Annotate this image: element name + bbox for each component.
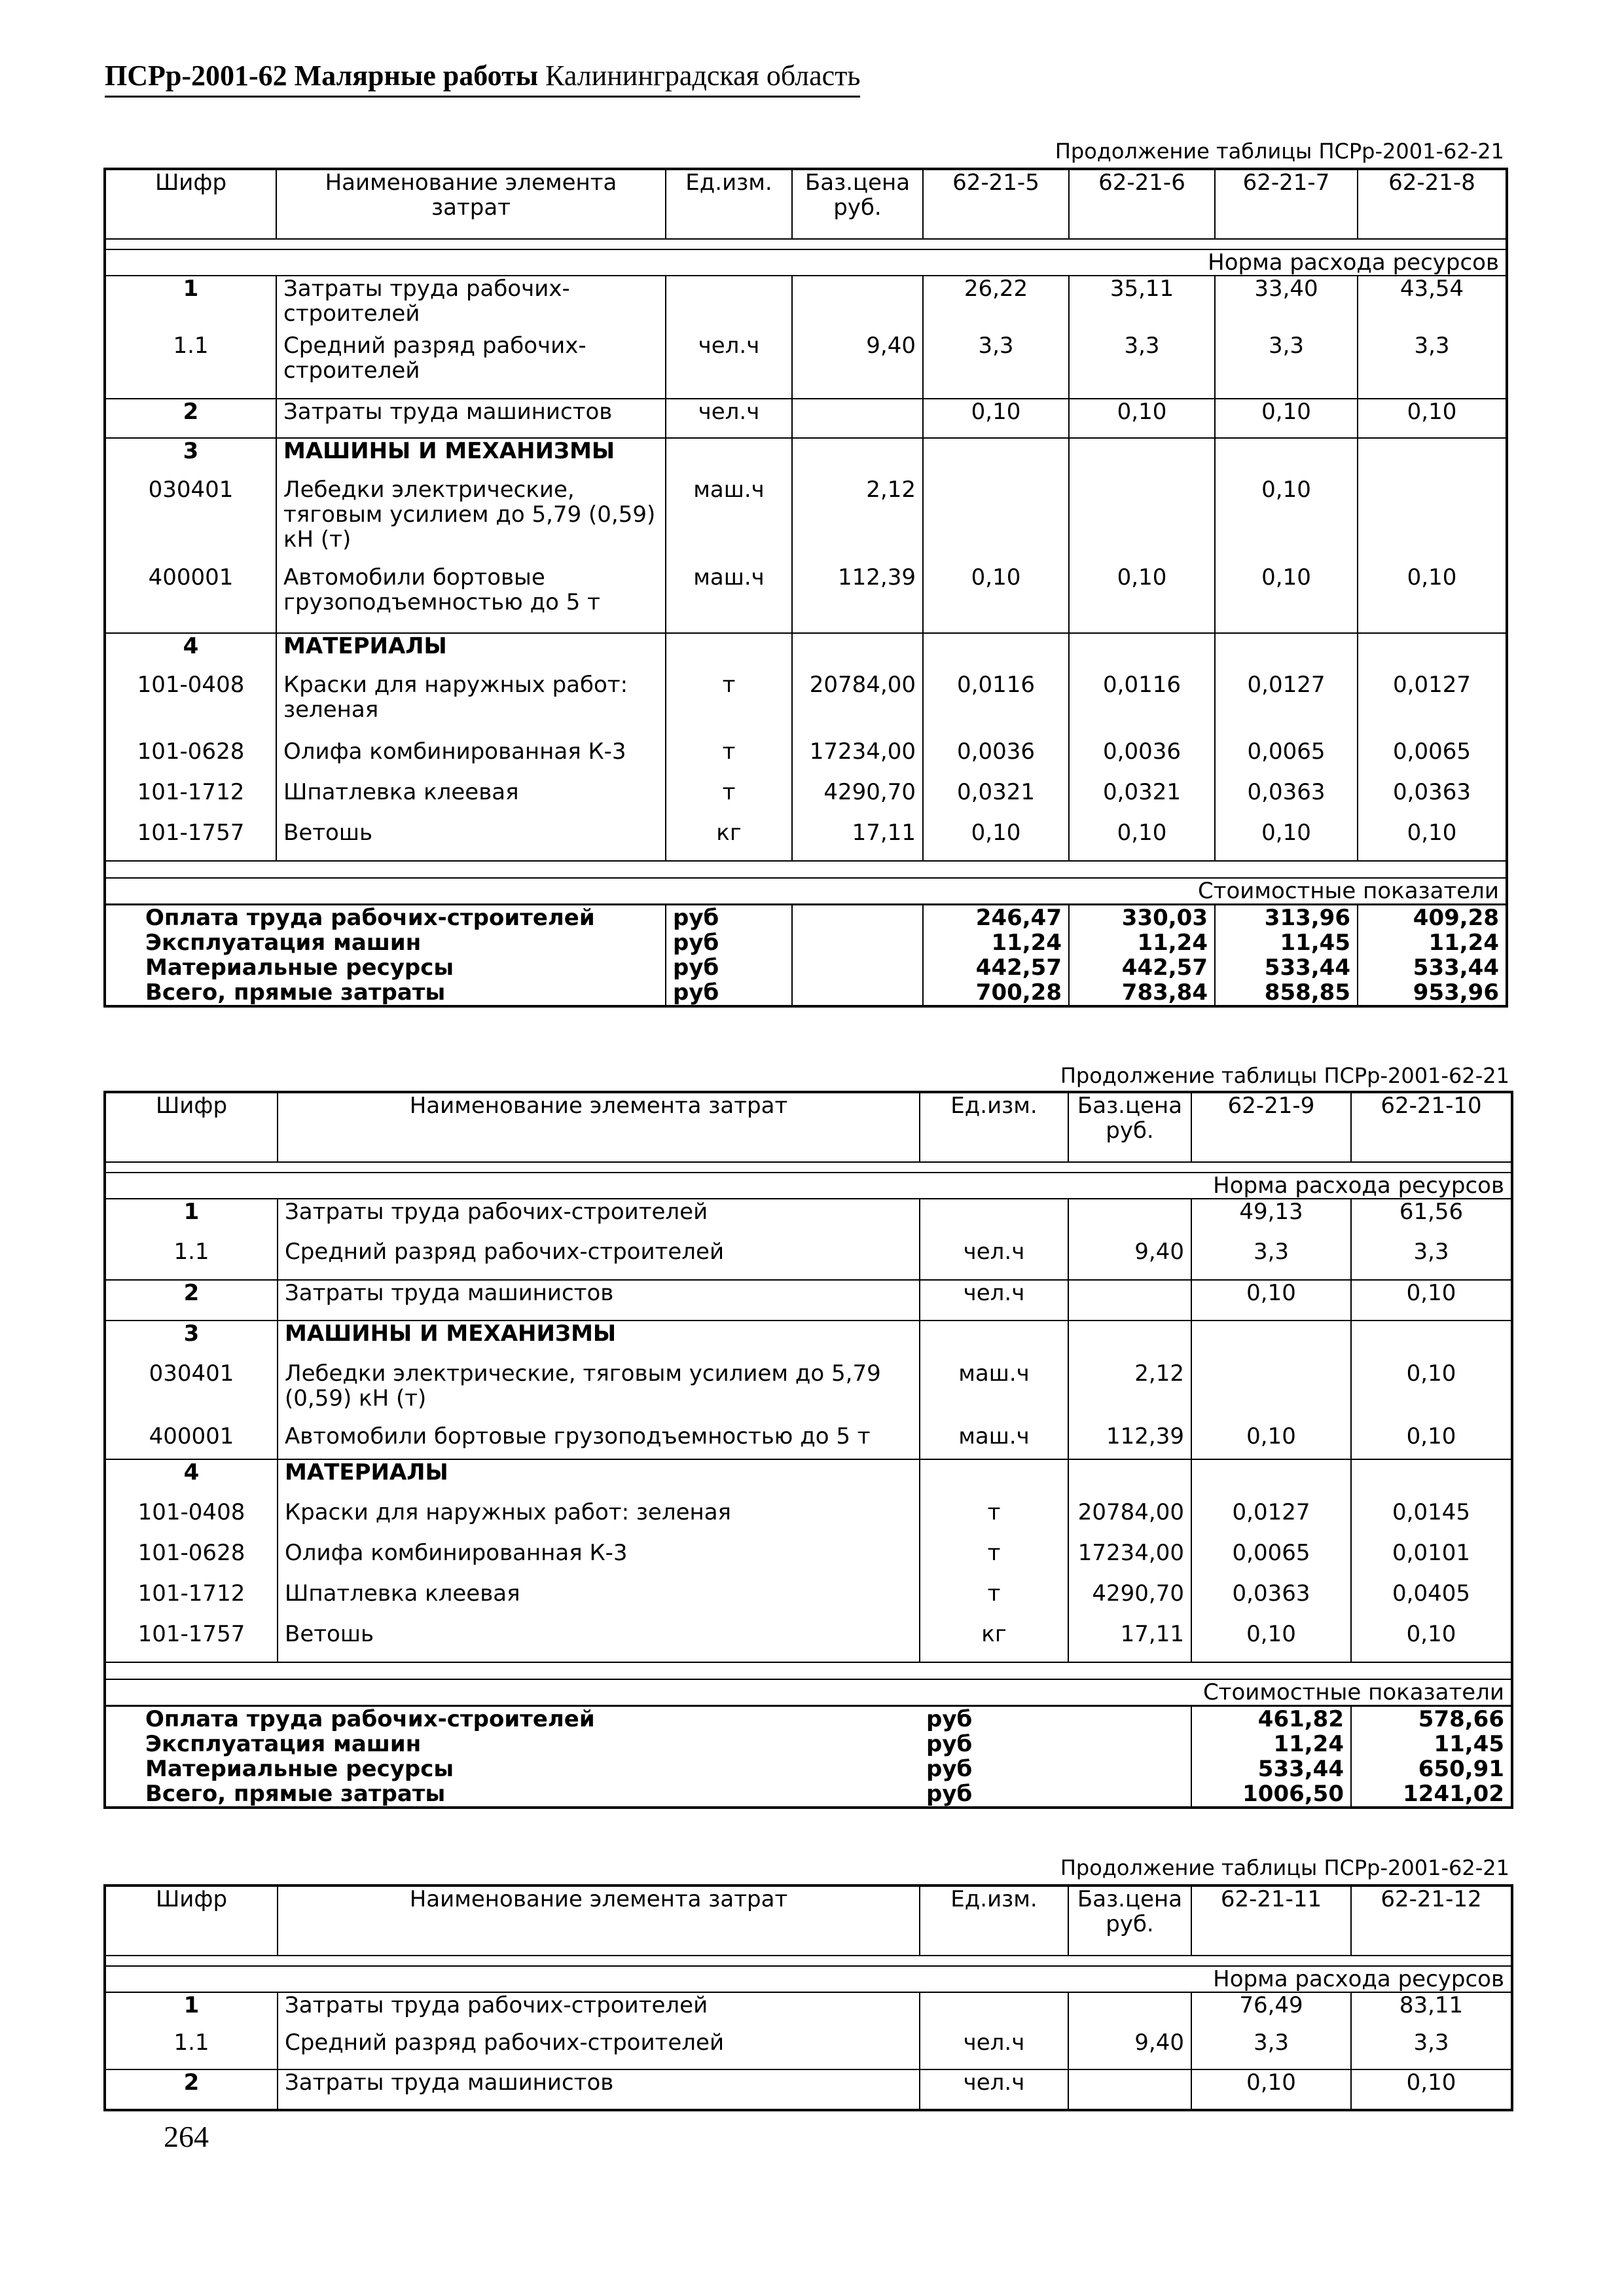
- sum-row: [105, 1781, 1512, 1808]
- row-name: Затраты труда рабочих-строителей: [276, 276, 666, 333]
- row-name: МАТЕРИАЛЫ: [276, 633, 666, 672]
- sum-row: [105, 930, 1507, 955]
- page-header: [105, 59, 860, 98]
- row-name: Затраты труда машинистов: [276, 399, 666, 438]
- row-price: [1068, 1199, 1191, 1239]
- row-unit: [920, 1992, 1068, 2030]
- row-code: 101-1712: [137, 779, 245, 805]
- row-value: 0,10: [923, 565, 1069, 633]
- row-unit: т: [920, 1581, 1068, 1622]
- row-code: 400001: [105, 565, 276, 633]
- row-value: 0,0321: [923, 780, 1069, 820]
- row-value: 3,3: [1191, 2030, 1351, 2069]
- col-header-62-21-6: 62-21-6: [1069, 169, 1215, 239]
- row-value: 3,3: [1215, 333, 1358, 399]
- row-unit: [666, 276, 792, 333]
- row-value: 0,10: [1351, 1280, 1512, 1321]
- row-value: 0,0036: [1069, 739, 1215, 780]
- row-value: [1069, 477, 1215, 565]
- sum-value: 461,82: [1191, 1706, 1351, 1732]
- row-price: 17,11: [792, 820, 923, 861]
- row-unit: маш.ч: [920, 1424, 1068, 1459]
- row-value: 0,10: [1069, 565, 1215, 633]
- sum-row: [105, 905, 1507, 931]
- row-value: 0,0127: [1358, 672, 1507, 739]
- col-header-62-21-10: 62-21-10: [1351, 1092, 1512, 1162]
- continuation-caption-3: Продолжение таблицы ПСРр-2001-62-21: [1060, 1855, 1509, 1880]
- row-value: 0,10: [1191, 1280, 1351, 1321]
- row-code: 2: [105, 399, 276, 438]
- sum-value: 700,28: [923, 980, 1069, 1006]
- sum-unit: руб: [926, 1781, 973, 1807]
- row-unit: чел.ч: [666, 399, 792, 438]
- row-price: [1068, 1992, 1191, 2030]
- row-value: 0,0065: [1358, 739, 1507, 780]
- col-header-name: Наименование элемента затрат: [276, 169, 666, 239]
- section-norma: [105, 1966, 1512, 1992]
- col-header-code: Шифр: [105, 1092, 278, 1162]
- sum-value: 246,47: [923, 905, 1069, 931]
- row-value: 0,10: [923, 399, 1069, 438]
- sum-value: 858,85: [1215, 980, 1358, 1006]
- col-header-unit: Ед.изм.: [920, 1886, 1068, 1956]
- row-code: 3: [183, 1321, 200, 1347]
- row-code: 3: [183, 438, 199, 464]
- row-name: Краски для наружных работ: зеленая: [276, 672, 666, 739]
- sum-value: 1241,02: [1351, 1781, 1512, 1808]
- col-header-price: Баз.цена руб.: [1068, 1886, 1191, 1956]
- row-name: Краски для наружных работ: зеленая: [278, 1500, 920, 1540]
- row-value: 0,0101: [1351, 1540, 1512, 1581]
- row-value: 0,0321: [1069, 780, 1215, 820]
- continuation-caption-1: Продолжение таблицы ПСРр-2001-62-21: [1055, 139, 1504, 164]
- row-value: 3,3: [923, 333, 1069, 399]
- resource-table-3: [103, 1884, 1513, 2111]
- row-name: Затраты труда рабочих-строителей: [278, 1992, 920, 2030]
- section-cost: [105, 1679, 1512, 1706]
- sum-value: 442,57: [923, 955, 1069, 980]
- row-name: Олифа комбинированная К-3: [276, 739, 666, 780]
- table-header-row: [105, 1092, 1512, 1162]
- norma-label: Норма расхода ресурсов: [105, 1173, 1512, 1199]
- row-unit: т: [920, 1540, 1068, 1581]
- row-value: 0,10: [1358, 565, 1507, 633]
- table-row: [105, 1280, 1512, 1321]
- header-region: Калининградская область: [545, 60, 861, 92]
- col-header-unit: Ед.изм.: [920, 1092, 1068, 1162]
- row-value: 0,10: [1215, 820, 1358, 861]
- row-name: МАШИНЫ И МЕХАНИЗМЫ: [276, 438, 666, 477]
- table-row: [105, 399, 1507, 438]
- sum-value: 533,44: [1358, 955, 1507, 980]
- row-value: 0,10: [1358, 399, 1507, 438]
- table-row: [105, 739, 1507, 780]
- row-value: 0,10: [1215, 477, 1358, 565]
- row-code: 101-0628: [137, 738, 245, 765]
- row-code: 1: [183, 1199, 200, 1225]
- row-code: 030401: [148, 477, 234, 503]
- row-value: 0,10: [1358, 820, 1507, 861]
- table-row: [105, 1500, 1512, 1540]
- cost-label: Стоимостные показатели: [105, 1679, 1512, 1706]
- row-name: Затраты труда машинистов: [278, 1280, 920, 1321]
- row-value: 49,13: [1191, 1199, 1351, 1239]
- row-value: 0,10: [1191, 1622, 1351, 1662]
- row-unit: кг: [666, 820, 792, 861]
- sum-label: Всего, прямые затраты: [145, 979, 446, 1006]
- table-row: [105, 2030, 1512, 2069]
- norma-label: Норма расхода ресурсов: [105, 1966, 1512, 1992]
- row-code: 1.1: [173, 1239, 209, 1265]
- sum-label: Эксплуатация машин: [145, 1731, 422, 1757]
- row-code: 4: [183, 633, 199, 659]
- row-name: Средний разряд рабочих-строителей: [278, 1239, 920, 1280]
- sum-row: [105, 980, 1507, 1006]
- sum-value: 11,24: [923, 930, 1069, 955]
- sum-value: 650,91: [1351, 1757, 1512, 1781]
- table-row: [105, 1622, 1512, 1662]
- row-value: 0,0116: [923, 672, 1069, 739]
- row-value: 35,11: [1069, 276, 1215, 333]
- col-header-unit: Ед.изм.: [666, 169, 792, 239]
- table-row: [105, 1581, 1512, 1622]
- row-code: 2: [105, 1280, 278, 1321]
- table-row: [105, 633, 1507, 672]
- col-header-code: Шифр: [105, 169, 276, 239]
- row-unit: т: [666, 780, 792, 820]
- sum-value: 533,44: [1215, 955, 1358, 980]
- row-unit: [920, 1199, 1068, 1239]
- row-name: МАШИНЫ И МЕХАНИЗМЫ: [278, 1321, 920, 1361]
- table-row: [105, 1424, 1512, 1459]
- resource-table-2: [103, 1091, 1513, 1809]
- col-header-62-21-5: 62-21-5: [923, 169, 1069, 239]
- row-value: 0,0065: [1215, 739, 1358, 780]
- col-header-name: Наименование элемента затрат: [278, 1092, 920, 1162]
- col-header-price: Баз.цена руб.: [1068, 1092, 1191, 1162]
- row-name: Лебедки электрические, тяговым усилием до 5,79 (0,59) кН (т): [276, 477, 666, 565]
- sum-value: 533,44: [1191, 1757, 1351, 1781]
- row-price: 4290,70: [1068, 1581, 1191, 1622]
- row-name: Затраты труда рабочих-строителей: [278, 1199, 920, 1239]
- row-name: Автомобили бортовые грузоподъемностью до 5 т: [276, 565, 666, 633]
- table-row: [105, 1459, 1512, 1500]
- table-row: [105, 1239, 1512, 1280]
- row-value: 0,0036: [923, 739, 1069, 780]
- table-row: [105, 333, 1507, 399]
- row-value: 76,49: [1191, 1992, 1351, 2030]
- sum-value: 953,96: [1358, 980, 1507, 1006]
- row-value: 0,10: [1191, 2069, 1351, 2110]
- row-code: 1.1: [173, 333, 209, 359]
- table-row: [105, 2069, 1512, 2110]
- row-name: Лебедки электрические, тяговым усилием до 5,79 (0,59) кН (т): [278, 1361, 920, 1424]
- row-code: 101-1757: [137, 820, 245, 846]
- row-value: 3,3: [1351, 2030, 1512, 2069]
- sum-label: Оплата труда рабочих-строителей: [145, 1706, 595, 1732]
- col-header-62-21-11: 62-21-11: [1191, 1886, 1351, 1956]
- row-value: [923, 477, 1069, 565]
- row-value: 83,11: [1351, 1992, 1512, 2030]
- row-price: 20784,00: [792, 672, 923, 739]
- col-header-62-21-12: 62-21-12: [1351, 1886, 1512, 1956]
- row-unit: чел.ч: [920, 2030, 1068, 2069]
- sum-unit: руб: [666, 905, 792, 931]
- row-name: Шпатлевка клеевая: [278, 1581, 920, 1622]
- row-value: 26,22: [923, 276, 1069, 333]
- sum-value: 11,24: [1191, 1732, 1351, 1757]
- sum-unit: руб: [926, 1706, 973, 1732]
- sum-unit: руб: [926, 1756, 973, 1782]
- col-header-name: Наименование элемента затрат: [278, 1886, 920, 1956]
- row-price: [792, 399, 923, 438]
- sum-value: 11,24: [1069, 930, 1215, 955]
- row-price: 17234,00: [1068, 1540, 1191, 1581]
- row-code: 1: [183, 276, 199, 302]
- row-name: Средний разряд рабочих-строителей: [276, 333, 666, 399]
- row-unit: маш.ч: [666, 477, 792, 565]
- sum-label: Оплата труда рабочих-строителей: [145, 905, 595, 931]
- table-row: [105, 1992, 1512, 2030]
- row-unit: т: [666, 672, 792, 739]
- section-cost: [105, 878, 1507, 905]
- row-value: 0,10: [1351, 1361, 1512, 1424]
- row-name: Автомобили бортовые грузоподъемностью до 5 т: [278, 1424, 920, 1459]
- row-value: 3,3: [1358, 333, 1507, 399]
- col-header-62-21-8: 62-21-8: [1358, 169, 1507, 239]
- col-header-code: Шифр: [105, 1886, 278, 1956]
- section-norma: [105, 1173, 1512, 1199]
- row-value: 0,10: [1069, 820, 1215, 861]
- table-row: [105, 1540, 1512, 1581]
- row-value: 3,3: [1351, 1239, 1512, 1280]
- row-unit: кг: [920, 1622, 1068, 1662]
- table-row: [105, 276, 1507, 333]
- row-unit: чел.ч: [920, 2069, 1068, 2110]
- sum-value: 1006,50: [1191, 1781, 1351, 1808]
- row-price: 20784,00: [1068, 1500, 1191, 1540]
- table-row: [105, 438, 1507, 477]
- row-name: Олифа комбинированная К-3: [278, 1540, 920, 1581]
- sum-value: 783,84: [1069, 980, 1215, 1006]
- row-price: 112,39: [1068, 1424, 1191, 1459]
- row-name: Ветошь: [278, 1622, 920, 1662]
- row-unit: т: [920, 1500, 1068, 1540]
- row-price: [1068, 1280, 1191, 1321]
- row-value: [1191, 1361, 1351, 1424]
- sum-unit: руб: [666, 955, 792, 980]
- table-row: [105, 820, 1507, 861]
- row-value: 0,10: [1351, 1622, 1512, 1662]
- row-unit: маш.ч: [666, 565, 792, 633]
- row-value: 43,54: [1358, 276, 1507, 333]
- row-unit: чел.ч: [920, 1280, 1068, 1321]
- sum-row: [105, 1706, 1512, 1732]
- sum-value: 442,57: [1069, 955, 1215, 980]
- row-price: 4290,70: [792, 780, 923, 820]
- sum-value: 578,66: [1351, 1706, 1512, 1732]
- row-code: 2: [105, 2069, 278, 2110]
- row-unit: чел.ч: [666, 333, 792, 399]
- sum-value: 11,24: [1358, 930, 1507, 955]
- row-value: 0,10: [1351, 2069, 1512, 2110]
- sum-value: 330,03: [1069, 905, 1215, 931]
- row-value: 0,10: [1215, 565, 1358, 633]
- row-value: 0,0363: [1215, 780, 1358, 820]
- row-name: Средний разряд рабочих-строителей: [278, 2030, 920, 2069]
- col-header-price: Баз.цена руб.: [792, 169, 923, 239]
- row-code: 101-0628: [137, 1540, 245, 1566]
- section-norma: [105, 249, 1507, 276]
- row-code: 101-0408: [137, 1499, 245, 1525]
- sum-value: 313,96: [1215, 905, 1358, 931]
- sum-label: Эксплуатация машин: [145, 930, 422, 956]
- row-value: 0,10: [1191, 1424, 1351, 1459]
- sum-row: [105, 1732, 1512, 1757]
- table-row: [105, 1361, 1512, 1424]
- cost-label: Стоимостные показатели: [105, 878, 1507, 905]
- table-row: [105, 1199, 1512, 1239]
- norma-label: Норма расхода ресурсов: [105, 249, 1507, 276]
- table-row: [105, 780, 1507, 820]
- row-value: 0,0127: [1191, 1500, 1351, 1540]
- row-price: 2,12: [792, 477, 923, 565]
- sum-unit: руб: [926, 1731, 973, 1757]
- row-price: 9,40: [1068, 1239, 1191, 1280]
- row-name: Ветошь: [276, 820, 666, 861]
- row-value: 3,3: [1069, 333, 1215, 399]
- sum-unit: руб: [666, 980, 792, 1006]
- row-unit: чел.ч: [920, 1239, 1068, 1280]
- row-code: 101-1757: [137, 1621, 245, 1647]
- row-value: 0,0065: [1191, 1540, 1351, 1581]
- row-code: 1.1: [173, 2030, 209, 2056]
- row-price: [792, 276, 923, 333]
- row-value: 33,40: [1215, 276, 1358, 333]
- row-price: [1068, 2069, 1191, 2110]
- continuation-caption-2: Продолжение таблицы ПСРр-2001-62-21: [1060, 1063, 1509, 1088]
- row-price: 17,11: [1068, 1622, 1191, 1662]
- row-value: 0,0145: [1351, 1500, 1512, 1540]
- row-value: 0,0127: [1215, 672, 1358, 739]
- col-header-62-21-9: 62-21-9: [1191, 1092, 1351, 1162]
- row-code: 101-0408: [137, 672, 245, 698]
- header-bold: ПСРр-2001-62 Малярные работы: [105, 60, 539, 92]
- sum-row: [105, 955, 1507, 980]
- sum-value: 11,45: [1215, 930, 1358, 955]
- row-code: 4: [183, 1459, 200, 1485]
- row-price: 9,40: [792, 333, 923, 399]
- table-row: [105, 565, 1507, 633]
- sum-label: Материальные ресурсы: [145, 955, 454, 981]
- row-price: 9,40: [1068, 2030, 1191, 2069]
- row-unit: маш.ч: [920, 1361, 1068, 1424]
- table-row: [105, 477, 1507, 565]
- col-header-62-21-7: 62-21-7: [1215, 169, 1358, 239]
- row-price: 112,39: [792, 565, 923, 633]
- row-name: МАТЕРИАЛЫ: [278, 1459, 920, 1500]
- row-value: 0,10: [923, 820, 1069, 861]
- row-unit: т: [666, 739, 792, 780]
- page-number: 264: [164, 2120, 209, 2153]
- table-header-row: [105, 1886, 1512, 1956]
- row-value: 3,3: [1191, 1239, 1351, 1280]
- sum-row: [105, 1757, 1512, 1781]
- sum-label: Материальные ресурсы: [145, 1756, 454, 1782]
- row-name: Шпатлевка клеевая: [276, 780, 666, 820]
- row-value: 61,56: [1351, 1199, 1512, 1239]
- sum-value: 11,45: [1351, 1732, 1512, 1757]
- row-price: 17234,00: [792, 739, 923, 780]
- row-value: 0,0363: [1358, 780, 1507, 820]
- row-value: 0,0405: [1351, 1581, 1512, 1622]
- row-value: 0,10: [1215, 399, 1358, 438]
- row-code: 400001: [105, 1424, 278, 1459]
- row-price: 2,12: [1068, 1361, 1191, 1424]
- table-row: [105, 672, 1507, 739]
- sum-label: Всего, прямые затраты: [145, 1781, 446, 1807]
- row-value: 0,10: [1351, 1424, 1512, 1459]
- row-value: 0,0363: [1191, 1581, 1351, 1622]
- row-code: 030401: [149, 1360, 234, 1387]
- sum-value: 409,28: [1358, 905, 1507, 931]
- row-value: 0,0116: [1069, 672, 1215, 739]
- row-name: Затраты труда машинистов: [278, 2069, 920, 2110]
- table-row: [105, 1321, 1512, 1361]
- row-value: 0,10: [1069, 399, 1215, 438]
- sum-unit: руб: [666, 930, 792, 955]
- row-code: 1: [183, 1992, 200, 2018]
- row-code: 101-1712: [137, 1580, 245, 1607]
- row-value: [1358, 477, 1507, 565]
- table-header-row: [105, 169, 1507, 239]
- resource-table-1: [103, 168, 1508, 1008]
